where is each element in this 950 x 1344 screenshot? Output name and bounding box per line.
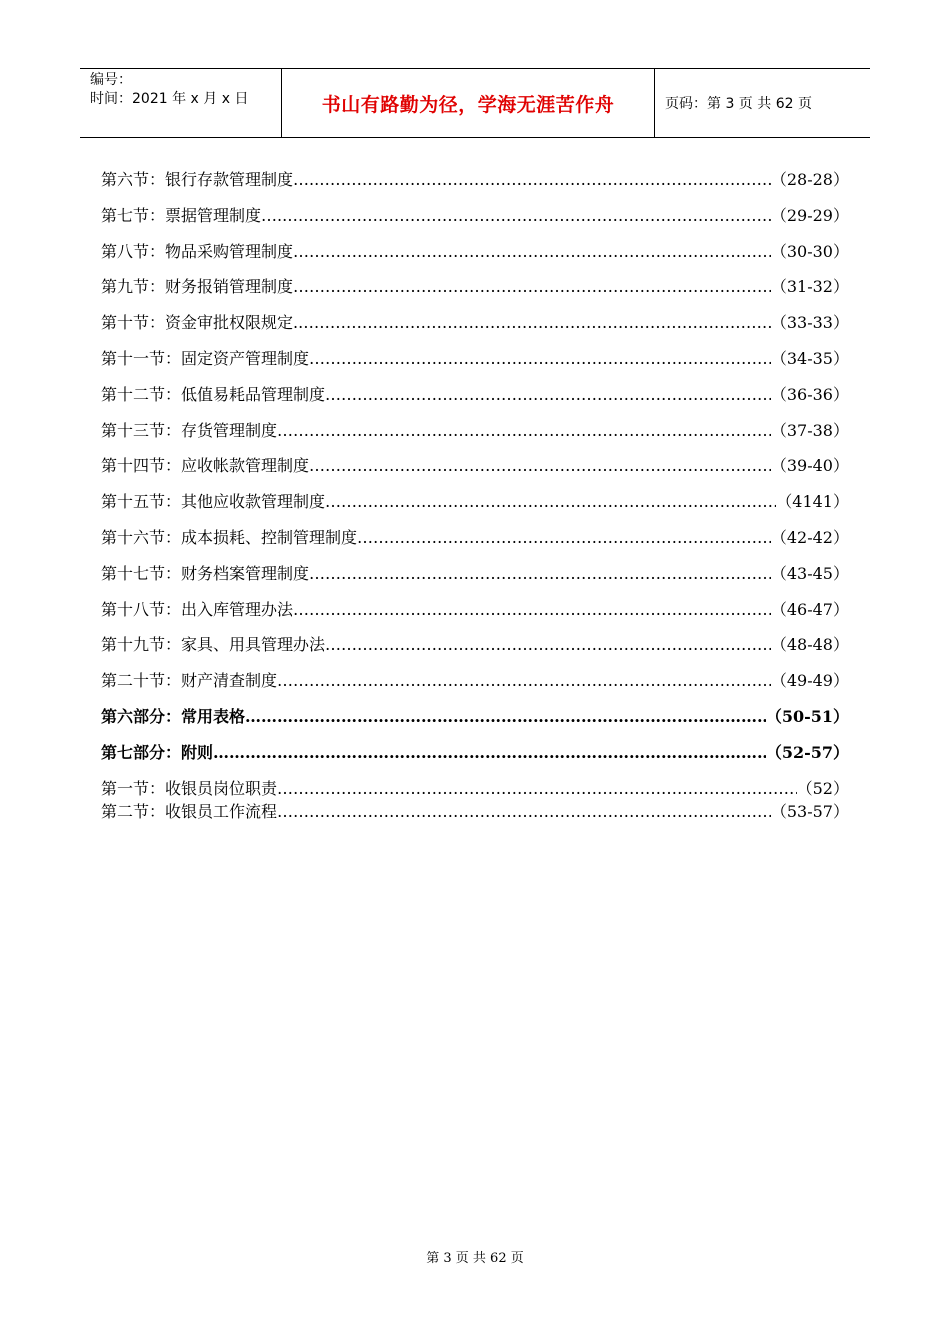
toc-entry-title: 第十七节：财务档案管理制度 — [101, 563, 310, 583]
toc-entry[interactable] — [101, 310, 849, 346]
toc-part-entry[interactable] — [101, 740, 849, 776]
toc-entry-page: （4141） — [776, 492, 849, 512]
toc-entry[interactable] — [101, 597, 849, 633]
toc-entry-title: 第十节：资金审批权限规定.. — [101, 313, 304, 333]
toc-leader-dots — [303, 313, 771, 332]
toc-entry-title: 第十八节：出入库管理办法 — [101, 599, 294, 619]
toc-leader-dots — [277, 421, 771, 440]
toc-entry[interactable] — [101, 489, 849, 525]
document-number-label: 编号： — [90, 72, 132, 88]
toc-entry[interactable] — [101, 799, 849, 822]
toc-entry-page: （39-40） — [770, 456, 849, 476]
toc-leader-dots — [245, 707, 766, 726]
toc-entry-title: 第十五节：其他应收款管理制度 — [101, 492, 326, 512]
toc-entry-page: （53-57） — [770, 801, 849, 821]
toc-entry-title: 第六部分：常用表格 — [101, 706, 246, 726]
header-meta — [80, 69, 282, 137]
page-footer: 第 3 页 共 62 页 — [426, 1251, 524, 1266]
toc-entry-page: （50-51） — [765, 706, 849, 726]
toc-entry-page: （29-29） — [770, 205, 849, 225]
toc-leader-dots — [213, 743, 766, 762]
toc-entry-page: （30-30） — [770, 241, 849, 261]
toc-entry-title: 第九节：财务报销管理制度 — [101, 277, 294, 297]
toc-entry-title: 第十六节：成本损耗、控制管理制度 — [101, 527, 358, 547]
toc-entry[interactable] — [101, 418, 849, 454]
toc-entry[interactable] — [101, 632, 849, 668]
toc-entry-page: （52） — [796, 778, 849, 798]
toc-leader-dots — [293, 277, 771, 296]
toc-entry[interactable] — [101, 561, 849, 597]
toc-entry[interactable] — [101, 776, 849, 799]
toc-entry-page: （46-47） — [770, 599, 849, 619]
toc-leader-dots — [325, 635, 771, 654]
toc-entry-title: 第十二节：低值易耗品管理制度 — [101, 384, 326, 404]
toc-entry-page: （37-38） — [770, 420, 849, 440]
toc-entry-page: （33-33） — [770, 313, 849, 333]
toc-entry-title: 第八节：物品采购管理制度 — [101, 241, 294, 261]
toc-leader-dots — [309, 564, 771, 583]
toc-entry-title: 第一节：收银员岗位职责 — [101, 778, 278, 798]
toc-entry-title: 第十四节：应收帐款管理制度 — [101, 456, 310, 476]
toc-entry-page: （36-36） — [770, 384, 849, 404]
toc-entry-page: （49-49） — [770, 671, 849, 691]
toc-entry-title: 第七部分：附则 — [101, 742, 214, 762]
toc-entry-title: 第六节：银行存款管理制度….. — [101, 170, 320, 189]
toc-entry-title: 第七节：票据管理制度….. — [101, 205, 288, 225]
toc-entry[interactable] — [101, 525, 849, 561]
toc-leader-dots — [319, 170, 771, 189]
toc-entry-title: 第十三节：存货管理制度 — [101, 420, 278, 440]
toc-leader-dots — [293, 600, 771, 619]
toc-leader-dots — [309, 349, 771, 368]
toc-entry[interactable] — [101, 453, 849, 489]
toc-entry-title: 第十九节：家具、用具管理办法 — [101, 635, 326, 655]
toc-entry-title: 第十一节：固定资产管理制度 — [101, 348, 310, 368]
toc-entry-page: （52-57） — [765, 742, 849, 762]
toc-leader-dots — [277, 779, 797, 798]
toc-entry[interactable] — [101, 668, 849, 704]
table-of-contents — [101, 167, 849, 822]
toc-entry[interactable] — [101, 167, 849, 203]
toc-entry[interactable] — [101, 203, 849, 239]
toc-entry[interactable] — [101, 239, 849, 275]
toc-leader-dots — [357, 528, 771, 547]
toc-entry[interactable] — [101, 382, 849, 418]
page-header — [80, 68, 870, 138]
toc-entry-page: （43-45） — [770, 563, 849, 583]
toc-leader-dots — [293, 242, 771, 261]
toc-entry-page: （31-32） — [770, 277, 849, 297]
toc-entry[interactable] — [101, 346, 849, 382]
toc-leader-dots — [277, 671, 771, 690]
toc-entry-page: （42-42） — [770, 527, 849, 547]
toc-leader-dots — [287, 206, 771, 225]
toc-leader-dots — [277, 802, 771, 821]
toc-entry-page: （34-35） — [770, 348, 849, 368]
toc-entry-title: 第二节：收银员工作流程 — [101, 801, 278, 821]
toc-entry-page: （28-28） — [770, 170, 849, 189]
toc-part-entry[interactable] — [101, 704, 849, 740]
toc-entry[interactable] — [101, 274, 849, 310]
toc-entry-page: （48-48） — [770, 635, 849, 655]
toc-entry-title: 第二十节：财产清查制度 — [101, 671, 278, 691]
header-page-info: 页码：第 3 页 共 62 页 — [665, 96, 812, 112]
document-date: 时间：2021 年 x 月 x 日 — [90, 91, 249, 107]
toc-leader-dots — [309, 456, 771, 475]
header-motto: 书山有路勤为径，学海无涯苦作舟 — [282, 69, 655, 137]
toc-leader-dots — [325, 492, 776, 511]
toc-leader-dots — [325, 385, 771, 404]
